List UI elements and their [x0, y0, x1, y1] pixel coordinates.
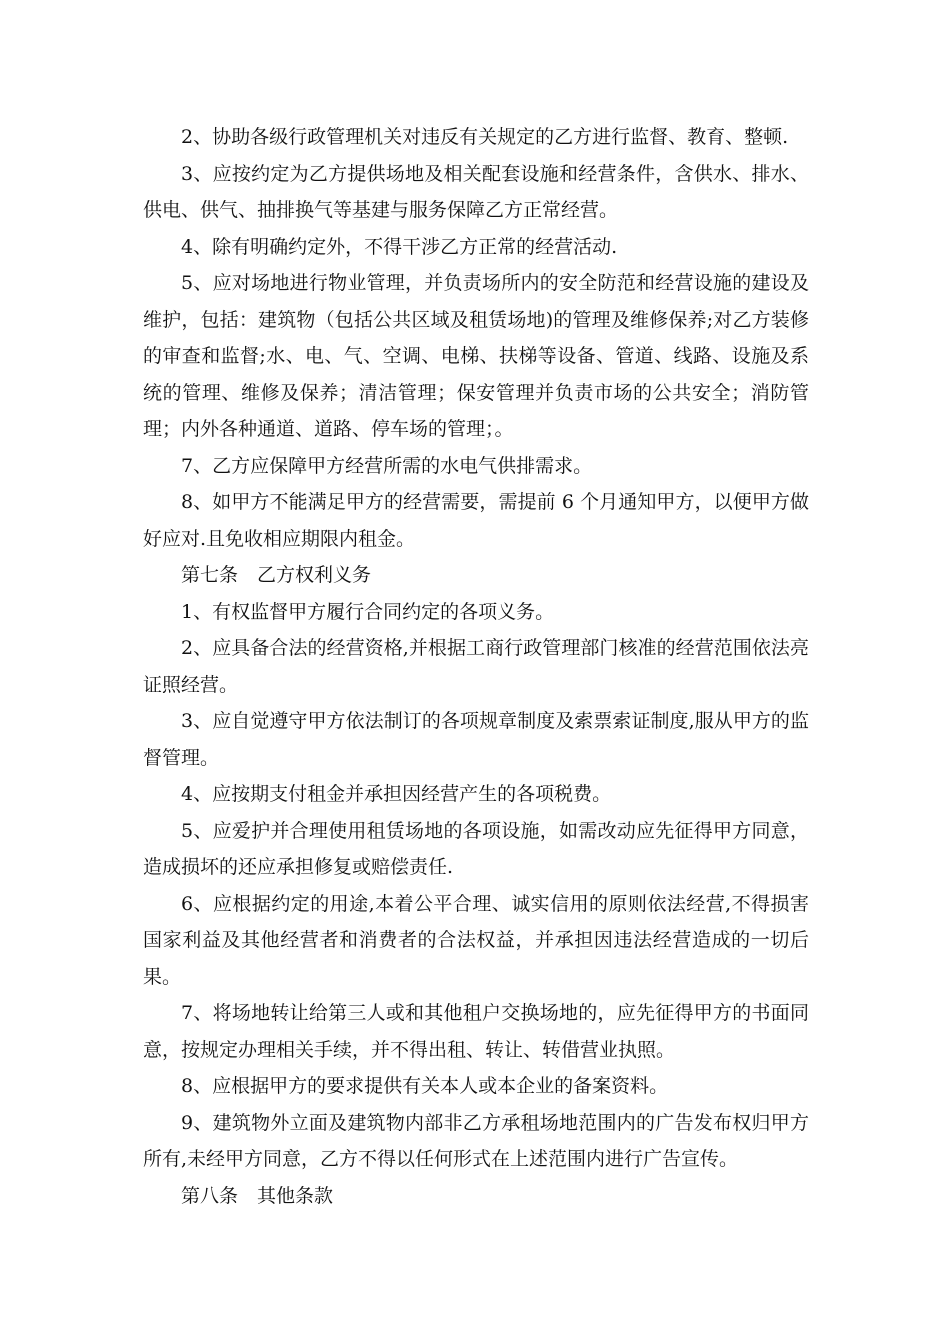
paragraph: 3、应自觉遵守甲方依法制订的各项规章制度及索票索证制度,服从甲方的监督管理。 — [143, 710, 809, 769]
paragraph: 4、除有明确约定外，不得干涉乙方正常的经营活动. — [181, 235, 618, 258]
paragraph: 5、应爱护并合理使用租赁场地的各项设施，如需改动应先征得甲方同意，造成损坏的还应承担修复或赔偿责任. — [143, 819, 809, 878]
paragraph: 6、应根据约定的用途,本着公平合理、诚实信用的原则依法经营,不得损害国家利益及其他经营者和消费者的合法权益，并承担因违法经营造成的一切后果。 — [143, 892, 809, 988]
section-heading: 第八条 其他条款 — [181, 1184, 334, 1207]
paragraph: 8、如甲方不能满足甲方的经营需要，需提前 6 个月通知甲方，以便甲方做好应对.且免收相应期限内租金。 — [143, 491, 809, 550]
paragraph: 4、应按期支付租金并承担因经营产生的各项税费。 — [181, 783, 612, 805]
paragraph: 7、将场地转让给第三人或和其他租户交换场地的，应先征得甲方的书面同意，按规定办理相关手续，并不得出租、转让、转借营业执照。 — [143, 1002, 809, 1061]
paragraph: 2、应具备合法的经营资格,并根据工商行政管理部门核准的经营范围依法亮证照经营。 — [143, 637, 809, 696]
paragraph: 3、应按约定为乙方提供场地及相关配套设施和经营条件，含供水、排水、供电、供气、抽排换气等基建与服务保障乙方正常经营。 — [143, 162, 809, 221]
paragraph: 2、协助各级行政管理机关对违反有关规定的乙方进行监督、教育、整顿. — [181, 126, 789, 148]
paragraph: 5、应对场地进行物业管理，并负责场所内的安全防范和经营设施的建设及维护，包括：建筑物（包括公共区域及租赁场地)的管理及维修保养;对乙方装修的审查和监督;水、电、气、空调、电梯、扶梯等设备、管道、线路、设施及系统的管理、维修及保养；清洁管理；保安管理并负责市场的公共安全；消防管理；内外各种通道、道路、停车场的管理；。 — [143, 272, 809, 440]
section-heading: 第七条 乙方权利义务 — [181, 564, 372, 586]
paragraph: 1、有权监督甲方履行合同约定的各项义务。 — [181, 600, 555, 623]
paragraph: 9、建筑物外立面及建筑物内部非乙方承租场地范围内的广告发布权归甲方所有,未经甲方同意，乙方不得以任何形式在上述范围内进行广告宣传。 — [143, 1111, 809, 1170]
document-page — [143, 119, 809, 1214]
paragraph: 7、乙方应保障甲方经营所需的水电气供排需求。 — [181, 454, 593, 477]
paragraph: 8、应根据甲方的要求提供有关本人或本企业的备案资料。 — [181, 1075, 669, 1097]
